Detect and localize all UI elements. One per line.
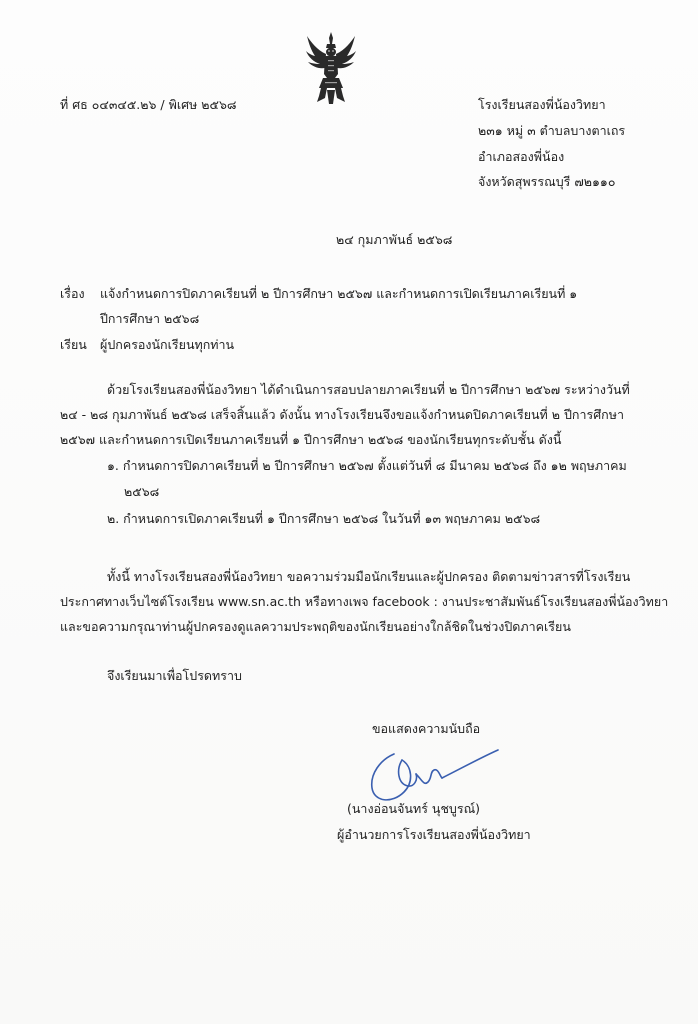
closing-request: จึงเรียนมาเพื่อโปรดทราบ bbox=[107, 668, 242, 683]
item-1-line-1: ๑. กำหนดการปิดภาคเรียนที่ ๒ ปีการศึกษา ๒๕๖๗ ตั้งแต่วันที่ ๘ มีนาคม ๒๕๖๘ ถึง ๑๒ พฤษภาคม bbox=[107, 458, 627, 473]
signer-name: (นางอ่อนจันทร์ นุชบูรณ์) bbox=[347, 801, 481, 816]
reference-number: ที่ ศธ ๐๔๓๔๕.๒๖ / พิเศษ ๒๕๖๘ bbox=[60, 97, 237, 112]
address-line-2: ๒๓๑ หมู่ ๓ ตำบลบางตาเถร bbox=[478, 123, 626, 138]
to-label: เรียน bbox=[60, 337, 87, 352]
regards: ขอแสดงความนับถือ bbox=[372, 721, 481, 736]
address-line-3: อำเภอสองพี่น้อง bbox=[478, 149, 565, 164]
body1-line-2: ๒๔ - ๒๘ กุมภาพันธ์ ๒๕๖๘ เสร็จสิ้นแล้ว ดังนั้น ทางโรงเรียนจึงขอแจ้งกำหนดปิดภาคเรียนที่ ๒ ปีการศึกษา bbox=[60, 407, 624, 422]
garuda-emblem-icon bbox=[305, 30, 357, 106]
address-line-1: โรงเรียนสองพี่น้องวิทยา bbox=[478, 97, 606, 112]
body2-line-1: ทั้งนี้ ทางโรงเรียนสองพี่น้องวิทยา ขอความร่วมมือนักเรียนและผู้ปกครอง ติดตามข่าวสารที่โรงเรียน bbox=[107, 569, 631, 584]
signature-icon bbox=[362, 746, 502, 808]
body2-line-3: และขอความกรุณาท่านผู้ปกครองดูแลความประพฤติของนักเรียนอย่างใกล้ชิดในช่วงปิดภาคเรียน bbox=[60, 619, 571, 634]
address-line-4: จังหวัดสุพรรณบุรี ๗๒๑๑๐ bbox=[478, 174, 616, 189]
body1-line-3: ๒๕๖๗ และกำหนดการเปิดเรียนภาคเรียนที่ ๑ ปีการศึกษา ๒๕๖๘ ของนักเรียนทุกระดับชั้น ดังนี้ bbox=[60, 432, 562, 447]
recipient: ผู้ปกครองนักเรียนทุกท่าน bbox=[100, 337, 235, 352]
signer-title: ผู้อำนวยการโรงเรียนสองพี่น้องวิทยา bbox=[337, 827, 531, 842]
letter-date: ๒๔ กุมภาพันธ์ ๒๕๖๘ bbox=[336, 232, 453, 247]
body2-line-2: ประกาศทางเว็บไซต์โรงเรียน www.sn.ac.th หรือทางเพจ facebook : งานประชาสัมพันธ์โรงเรียนสองพี่น้องวิทยา bbox=[60, 594, 669, 609]
subject-line-1: แจ้งกำหนดการปิดภาคเรียนที่ ๒ ปีการศึกษา ๒๕๖๗ และกำหนดการเปิดเรียนภาคเรียนที่ ๑ bbox=[100, 286, 578, 301]
item-1-line-2: ๒๕๖๘ bbox=[124, 484, 160, 499]
subject-label: เรื่อง bbox=[60, 286, 85, 301]
item-2: ๒. กำหนดการเปิดภาคเรียนที่ ๑ ปีการศึกษา ๒๕๖๘ ในวันที่ ๑๓ พฤษภาคม ๒๕๖๘ bbox=[107, 511, 541, 526]
subject-line-2: ปีการศึกษา ๒๕๖๘ bbox=[100, 311, 200, 326]
body1-line-1: ด้วยโรงเรียนสองพี่น้องวิทยา ได้ดำเนินการสอบปลายภาคเรียนที่ ๒ ปีการศึกษา ๒๕๖๗ ระหว่างวันที่ bbox=[107, 382, 630, 397]
